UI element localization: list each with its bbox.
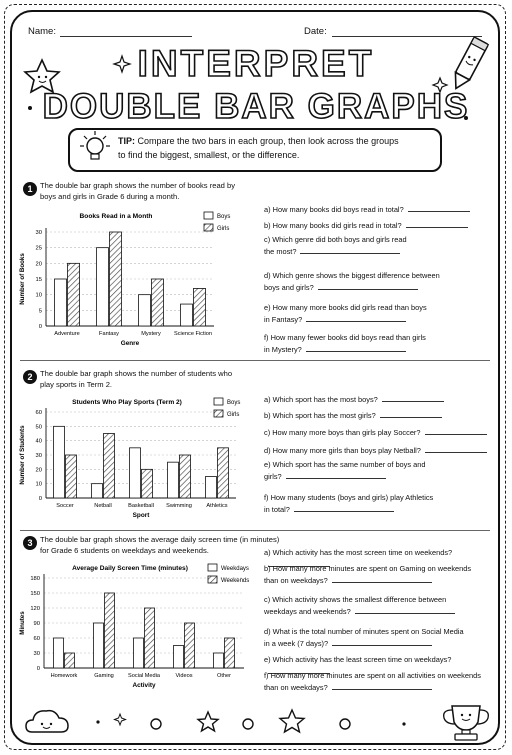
bar-boys bbox=[130, 448, 141, 498]
x-tick-label: Netball bbox=[94, 503, 112, 509]
answer-line[interactable] bbox=[318, 281, 418, 290]
y-tick-label: 0 bbox=[36, 666, 40, 672]
bar-weekends bbox=[185, 623, 195, 668]
y-tick-label: 10 bbox=[35, 292, 42, 299]
x-tick-label: Soccer bbox=[56, 503, 74, 509]
cloud-face-icon bbox=[26, 711, 68, 732]
answer-line[interactable] bbox=[306, 343, 406, 352]
section-3-intro: The double bar graph shows the average daily screen time (in minutes) for Grade 6 students on weekdays and weekends. bbox=[40, 535, 280, 555]
title-line-2: DOUBLE BAR GRAPHS bbox=[42, 87, 470, 124]
dot-icon bbox=[402, 722, 405, 725]
y-axis-label: Number of Books bbox=[19, 253, 26, 305]
section-1-intro: The double bar graph shows the number of books read by boys and girls in Grade 6 during a month. bbox=[40, 181, 236, 201]
answer-line[interactable] bbox=[355, 605, 455, 614]
x-axis-label: Sport bbox=[132, 512, 150, 519]
legend-swatch bbox=[214, 410, 223, 417]
trophy-icon bbox=[444, 706, 489, 740]
bar-weekends bbox=[145, 608, 155, 668]
question-text: b) How many more minutes are spent on Gaming on weekends bbox=[264, 564, 472, 573]
circle-icon bbox=[151, 719, 161, 729]
section-2-number: 2 bbox=[23, 370, 37, 384]
section-divider bbox=[20, 530, 490, 531]
y-tick-label: 120 bbox=[30, 606, 40, 612]
chart-title: Books Read in a Month bbox=[79, 213, 153, 220]
x-tick-label: Videos bbox=[175, 673, 193, 679]
answer-line[interactable] bbox=[408, 203, 470, 212]
x-tick-label: Other bbox=[217, 673, 231, 679]
chart-title: Students Who Play Sports (Term 2) bbox=[72, 399, 182, 406]
legend-swatch bbox=[208, 576, 217, 583]
legend-label: Boys bbox=[227, 400, 241, 406]
question-a bbox=[264, 203, 496, 215]
y-tick-label: 60 bbox=[35, 410, 42, 416]
tip-label: TIP: bbox=[118, 136, 135, 146]
bar-boys bbox=[97, 248, 109, 326]
y-tick-label: 10 bbox=[35, 481, 42, 488]
question-b bbox=[264, 564, 496, 587]
bar-boys bbox=[168, 462, 179, 498]
bar-boys bbox=[54, 426, 65, 498]
x-tick-label: Basketball bbox=[128, 503, 154, 509]
chart-title: Average Daily Screen Time (minutes) bbox=[72, 565, 188, 572]
section-2-intro: The double bar graph shows the number of students who play sports in Term 2. bbox=[40, 369, 233, 389]
question-text: c) Which activity shows the smallest difference between bbox=[264, 595, 447, 604]
y-tick-label: 30 bbox=[35, 230, 42, 236]
question-text: d) What is the total number of minutes spent on Social Media bbox=[264, 627, 464, 636]
question-text: f) How many fewer books did boys read than girls bbox=[264, 333, 426, 342]
legend-swatch bbox=[214, 398, 223, 405]
answer-line[interactable] bbox=[425, 426, 487, 435]
question-text: b) Which sport has the most girls? bbox=[264, 411, 376, 420]
x-axis-label: Activity bbox=[132, 682, 156, 689]
legend-swatch bbox=[204, 212, 213, 219]
bar-girls bbox=[110, 232, 122, 326]
y-tick-label: 150 bbox=[30, 591, 40, 597]
question-text: f) How many students (boys and girls) play Athletics bbox=[264, 493, 434, 502]
question-d bbox=[264, 444, 496, 456]
y-tick-label: 90 bbox=[33, 621, 40, 627]
question-text: b) How many books did girls read in total? bbox=[264, 221, 402, 230]
y-tick-label: 180 bbox=[30, 576, 40, 582]
circle-icon bbox=[340, 719, 350, 729]
section-1-number: 1 bbox=[23, 182, 37, 196]
question-c bbox=[264, 235, 496, 258]
tip-box bbox=[68, 128, 442, 172]
section-3-number: 3 bbox=[23, 536, 37, 550]
bar-girls bbox=[218, 448, 229, 498]
legend-swatch bbox=[208, 564, 217, 571]
question-b bbox=[264, 409, 496, 421]
answer-line[interactable] bbox=[294, 503, 394, 512]
question-text: in Fantasy? bbox=[264, 315, 303, 325]
bar-weekends bbox=[105, 593, 115, 668]
question-c bbox=[264, 426, 496, 438]
question-text: d) How many more girls than boys play Netball? bbox=[264, 446, 421, 455]
bar-boys bbox=[55, 279, 67, 326]
question-d bbox=[264, 271, 496, 294]
circle-icon bbox=[243, 719, 253, 729]
y-tick-label: 5 bbox=[38, 308, 42, 315]
sparkle-icon bbox=[115, 714, 126, 725]
star-icon bbox=[280, 710, 304, 732]
y-tick-label: 30 bbox=[33, 651, 40, 657]
bar-weekends bbox=[65, 653, 75, 668]
answer-line[interactable] bbox=[406, 219, 468, 228]
bar-boys bbox=[92, 484, 103, 498]
answer-line[interactable] bbox=[332, 681, 432, 690]
question-text: d) Which genre shows the biggest difference between bbox=[264, 271, 440, 280]
question-text: the most? bbox=[264, 247, 297, 257]
question-a bbox=[264, 393, 496, 405]
star-icon bbox=[198, 712, 218, 731]
answer-line[interactable] bbox=[300, 245, 400, 254]
y-tick-label: 60 bbox=[33, 636, 40, 642]
answer-line[interactable] bbox=[332, 637, 432, 646]
x-tick-label: Social Media bbox=[127, 673, 161, 679]
x-tick-label: Athletics bbox=[206, 503, 228, 509]
x-tick-label: Gaming bbox=[94, 673, 114, 679]
legend-label: Weekdays bbox=[221, 566, 249, 572]
question-text: e) Which sport has the same number of boys and bbox=[264, 460, 426, 469]
bar-girls bbox=[152, 279, 164, 326]
x-tick-label: Fantasy bbox=[99, 331, 119, 337]
legend-label: Boys bbox=[217, 214, 231, 220]
x-tick-label: Homework bbox=[50, 673, 78, 679]
question-text: than on weekdays? bbox=[264, 683, 328, 693]
question-e bbox=[264, 303, 496, 326]
legend-label: Girls bbox=[227, 412, 240, 418]
question-text: than on weekdays? bbox=[264, 576, 328, 586]
x-tick-label: Mystery bbox=[141, 331, 161, 337]
answer-line[interactable] bbox=[425, 444, 487, 453]
question-text: girls? bbox=[264, 472, 282, 482]
question-text: a) Which sport has the most boys? bbox=[264, 395, 378, 404]
bar-girls bbox=[104, 434, 115, 499]
bar-boys bbox=[206, 477, 217, 499]
bar-boys bbox=[181, 304, 193, 326]
bar-weekends bbox=[225, 638, 235, 668]
x-axis-label: Genre bbox=[120, 340, 140, 347]
question-text: e) How many more books did girls read than boys bbox=[264, 303, 427, 312]
question-f bbox=[264, 333, 496, 356]
question-text: weekdays and weekends? bbox=[264, 607, 351, 617]
y-tick-label: 15 bbox=[35, 277, 42, 283]
sports-chart bbox=[14, 392, 260, 526]
y-tick-label: 25 bbox=[35, 245, 42, 252]
bar-weekdays bbox=[94, 623, 104, 668]
date-label: Date: bbox=[304, 26, 327, 37]
x-tick-label: Adventure bbox=[54, 331, 80, 337]
question-text: c) Which genre did both boys and girls read bbox=[264, 235, 407, 244]
question-f bbox=[264, 671, 496, 694]
question-f bbox=[264, 493, 496, 516]
y-tick-label: 30 bbox=[35, 453, 42, 459]
answer-line[interactable] bbox=[306, 313, 406, 322]
question-text: in a week (7 days)? bbox=[264, 639, 329, 649]
question-text: boys and girls? bbox=[264, 283, 314, 293]
bar-weekdays bbox=[174, 646, 184, 669]
y-tick-label: 20 bbox=[35, 467, 42, 474]
answer-line[interactable] bbox=[332, 574, 432, 583]
bar-girls bbox=[68, 263, 80, 326]
y-axis-label: Minutes bbox=[19, 611, 26, 635]
question-b bbox=[264, 219, 496, 231]
x-tick-label: Swimming bbox=[166, 503, 192, 509]
y-tick-label: 0 bbox=[38, 496, 42, 502]
question-d bbox=[264, 627, 496, 650]
tip-text: Compare the two bars in each group, then look across the groups bbox=[137, 136, 399, 146]
bar-girls bbox=[194, 288, 206, 326]
question-e bbox=[264, 460, 496, 483]
y-axis-label: Number of Students bbox=[19, 425, 26, 485]
bar-girls bbox=[180, 455, 191, 498]
bar-weekdays bbox=[214, 653, 224, 668]
footer-art bbox=[0, 698, 512, 748]
bar-weekdays bbox=[54, 638, 64, 668]
question-c bbox=[264, 595, 496, 618]
answer-line[interactable] bbox=[286, 470, 386, 479]
answer-line[interactable] bbox=[382, 393, 444, 402]
y-tick-label: 40 bbox=[35, 438, 42, 445]
bar-boys bbox=[139, 295, 151, 326]
legend-swatch bbox=[204, 224, 213, 231]
section-divider bbox=[20, 360, 490, 361]
y-tick-label: 0 bbox=[38, 324, 42, 330]
bar-girls bbox=[142, 469, 153, 498]
legend-label: Weekends bbox=[221, 578, 250, 584]
title-block bbox=[0, 40, 512, 124]
tip-text-2: to find the biggest, smallest, or the difference. bbox=[118, 149, 300, 160]
y-tick-label: 50 bbox=[35, 424, 42, 431]
y-tick-label: 20 bbox=[35, 261, 42, 268]
question-text: e) Which activity has the least screen time on weekdays? bbox=[264, 655, 452, 664]
screen-time-chart bbox=[14, 558, 260, 698]
question-text: f) How many more minutes are spent on all activities on weekends bbox=[264, 671, 481, 680]
title-line-1: INTERPRET bbox=[137, 43, 375, 84]
dot-icon bbox=[96, 720, 99, 723]
books-chart bbox=[14, 206, 260, 356]
bar-weekdays bbox=[134, 638, 144, 668]
name-label: Name: bbox=[28, 26, 56, 37]
question-text: a) How many books did boys read in total? bbox=[264, 205, 404, 214]
question-text: in total? bbox=[264, 505, 290, 515]
question-text: c) How many more boys than girls play Soccer? bbox=[264, 428, 421, 437]
answer-line[interactable] bbox=[380, 409, 442, 418]
question-text: in Mystery? bbox=[264, 345, 302, 355]
legend-label: Girls bbox=[217, 226, 230, 232]
question-text: a) Which activity has the most screen time on weekends? bbox=[264, 548, 453, 557]
bar-girls bbox=[66, 455, 77, 498]
x-tick-label: Science Fiction bbox=[174, 331, 212, 337]
